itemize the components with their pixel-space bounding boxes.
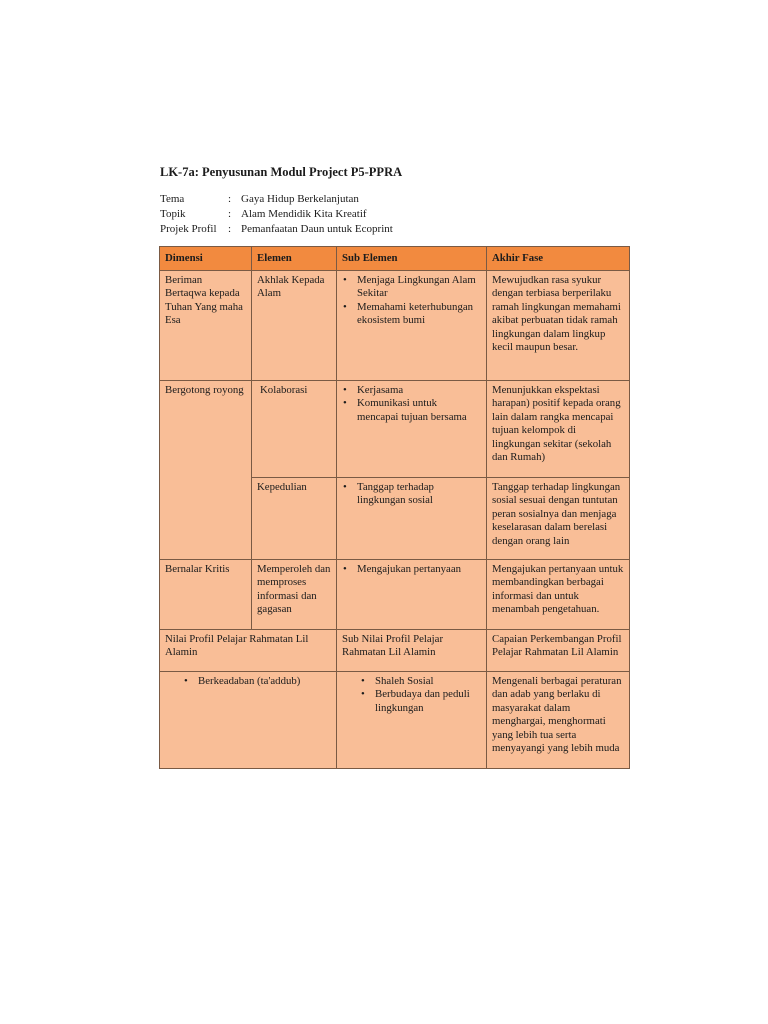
cell-dimensi: Beriman Bertaqwa kepada Tuhan Yang maha Esa: [160, 271, 252, 381]
cell-elemen: Kolaborasi: [252, 381, 337, 478]
list-item: • Komunikasi untuk mencapai tujuan bersama: [342, 397, 481, 424]
cell-elemen: Memperoleh dan memproses informasi dan gagasan: [252, 560, 337, 630]
cell-capaian: Mengenali berbagai peraturan dan adab yang berlaku di masyarakat dalam menghargai, menghormati yang lebih tua serta menyayangi yang lebih muda: [487, 672, 630, 769]
table-row: [160, 672, 630, 769]
table-header-row: [160, 247, 630, 271]
table-row: [160, 381, 630, 478]
list-item: • Kerjasama: [342, 384, 481, 397]
cell-dimensi: Bernalar Kritis: [160, 560, 252, 630]
meta-row-tema: [160, 192, 393, 207]
header-sub-elemen: Sub Elemen: [337, 247, 487, 271]
cell-sub-elemen: [337, 381, 487, 478]
list-item: • Shaleh Sosial: [360, 675, 481, 688]
meta-colon: :: [228, 208, 232, 220]
cell-sub-nilai: [337, 672, 487, 769]
list-item: • Tanggap terhadap lingkungan sosial: [342, 481, 481, 508]
cell-sub-nilai-profil: Sub Nilai Profil Pelajar Rahmatan Lil Alamin: [337, 630, 487, 672]
cell-sub-elemen: [337, 560, 487, 630]
cell-capaian-perkembangan: Capaian Perkembangan Profil Pelajar Rahmatan Lil Alamin: [487, 630, 630, 672]
cell-akhir-fase: Mengajukan pertanyaan untuk membandingkan berbagai informasi dan untuk menambah pengetahuan.: [487, 560, 630, 630]
header-elemen: Elemen: [252, 247, 337, 271]
meta-value: Pemanfaatan Daun untuk Ecoprint: [241, 223, 393, 235]
document-title: LK-7a: Penyusunan Modul Project P5-PPRA: [160, 165, 403, 179]
module-table: [159, 246, 630, 769]
cell-akhir-fase: Mewujudkan rasa syukur dengan terbiasa berperilaku ramah lingkungan memahami akibat perbuatan tidak ramah lingkungan dalam lingkup kecil maupun besar.: [487, 271, 630, 381]
meta-key: Tema: [160, 193, 185, 205]
cell-dimensi: Bergotong royong: [160, 381, 252, 560]
meta-row-projek-profil: [160, 222, 393, 237]
cell-nilai: [160, 672, 337, 769]
header-akhir-fase: Akhir Fase: [487, 247, 630, 271]
ppra-header-row: [160, 630, 630, 672]
cell-elemen: Akhlak Kepada Alam: [252, 271, 337, 381]
meta-key: Topik: [160, 208, 186, 220]
meta-row-topik: [160, 207, 393, 222]
cell-sub-elemen: [337, 271, 487, 381]
list-item: • Memahami keterhubungan ekosistem bumi: [342, 301, 481, 328]
meta-value: Alam Mendidik Kita Kreatif: [241, 208, 367, 220]
document-meta: [160, 192, 393, 237]
meta-value: Gaya Hidup Berkelanjutan: [241, 193, 359, 205]
table-row: [160, 271, 630, 381]
cell-akhir-fase: Tanggap terhadap lingkungan sosial sesuai dengan tuntutan peran sosialnya dan menjaga keselarasan dalam berelasi dengan orang lain: [487, 478, 630, 560]
meta-colon: :: [228, 223, 232, 235]
list-item: • Berkeadaban (ta'addub): [183, 675, 331, 688]
cell-sub-elemen: [337, 478, 487, 560]
list-item: • Menjaga Lingkungan Alam Sekitar: [342, 274, 481, 301]
list-item: • Berbudaya dan peduli lingkungan: [360, 688, 481, 715]
cell-nilai-profil: Nilai Profil Pelajar Rahmatan Lil Alamin: [160, 630, 337, 672]
cell-elemen: Kepedulian: [252, 478, 337, 560]
cell-akhir-fase: Menunjukkan ekspektasi harapan) positif kepada orang lain dalam rangka mencapai tujuan kelompok di lingkungan sekitar (sekolah dan Rumah): [487, 381, 630, 478]
list-item: • Mengajukan pertanyaan: [342, 563, 481, 576]
meta-colon: :: [228, 193, 232, 205]
header-dimensi: Dimensi: [160, 247, 252, 271]
meta-key: Projek Profil: [160, 223, 217, 235]
table-row: [160, 560, 630, 630]
